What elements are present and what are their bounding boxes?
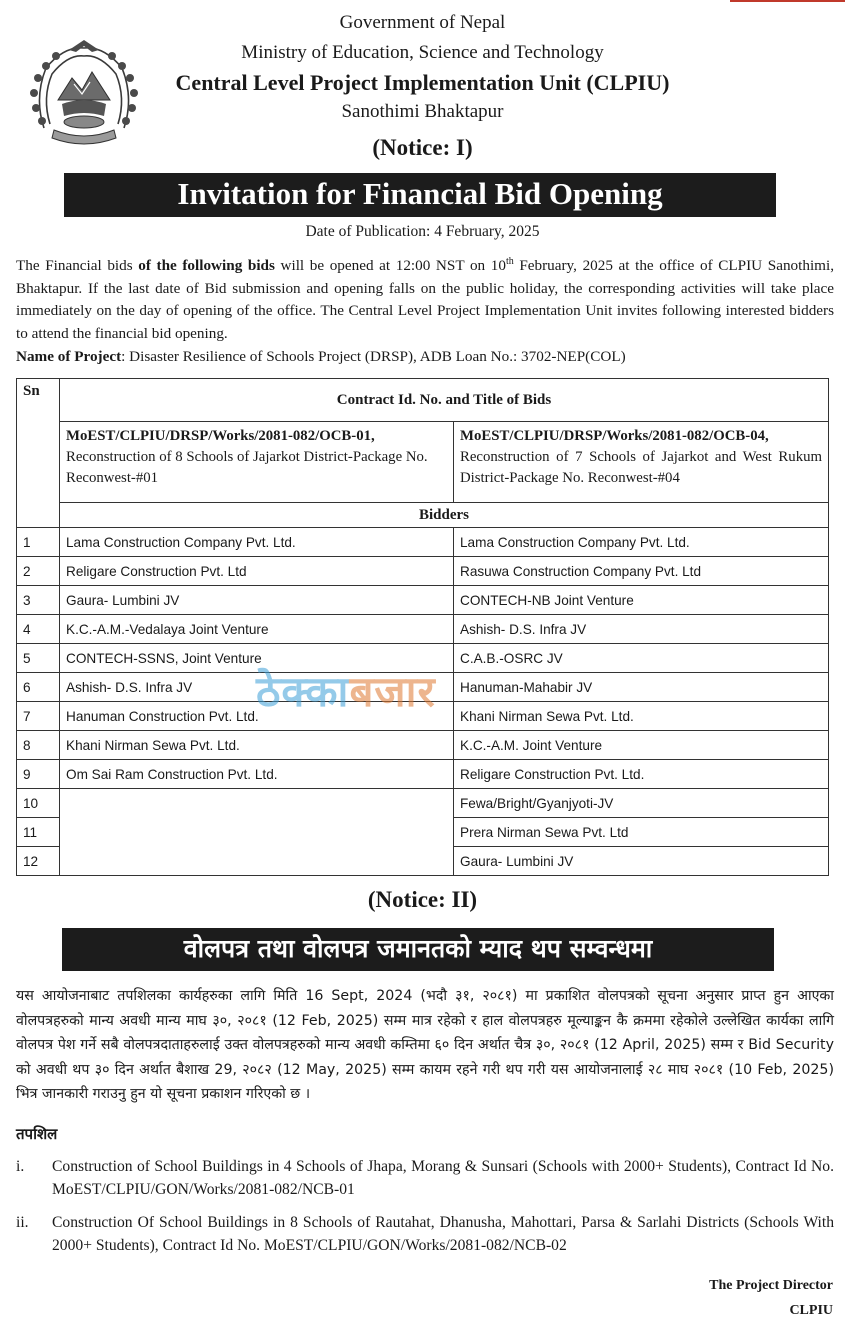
contract-1-id: MoEST/CLPIU/DRSP/Works/2081-082/OCB-01, xyxy=(66,428,375,444)
schedule-item-number: ii. xyxy=(16,1214,29,1231)
bidder-package-2: CONTECH-NB Joint Venture xyxy=(454,586,829,615)
bidder-package-1: Lama Construction Company Pvt. Ltd. xyxy=(60,528,454,557)
row-sn: 12 xyxy=(17,847,60,876)
publication-date: Date of Publication: 4 February, 2025 xyxy=(305,223,540,240)
bidder-package-2: Gaura- Lumbini JV xyxy=(454,847,829,876)
bidder-package-2: K.C.-A.M. Joint Venture xyxy=(454,731,829,760)
contract-2-desc: Reconstruction of 7 Schools of Jajarkot and West Rukum District-Package No. Reconwest-#04 xyxy=(460,449,823,486)
contract-title-header: Contract Id. No. and Title of Bids xyxy=(60,379,829,422)
bidders-header: Bidders xyxy=(60,503,829,528)
table-row xyxy=(17,528,829,557)
bidder-package-2: Khani Nirman Sewa Pvt. Ltd. xyxy=(454,702,829,731)
signatory-org: CLPIU xyxy=(789,1303,833,1318)
row-sn: 1 xyxy=(17,528,60,557)
sn-header: Sn xyxy=(17,379,60,528)
row-sn: 4 xyxy=(17,615,60,644)
bidder-package-1-empty xyxy=(60,789,454,876)
row-sn: 5 xyxy=(17,644,60,673)
notice-1-label: (Notice: I) xyxy=(372,135,473,160)
project-name-line: Name of Project: Disaster Resilience of Schools Project (DRSP), ADB Loan No.: 3702-NEP(COL) xyxy=(16,348,626,365)
bidder-package-2: Lama Construction Company Pvt. Ltd. xyxy=(454,528,829,557)
top-accent-rule xyxy=(730,0,845,2)
schedule-item-number: i. xyxy=(16,1158,25,1175)
bidder-package-1: Om Sai Ram Construction Pvt. Ltd. xyxy=(60,760,454,789)
row-sn: 2 xyxy=(17,557,60,586)
bidder-package-1: K.C.-A.M.-Vedalaya Joint Venture xyxy=(60,615,454,644)
row-sn: 8 xyxy=(17,731,60,760)
row-sn: 7 xyxy=(17,702,60,731)
signatory-title: The Project Director xyxy=(709,1278,833,1293)
bidder-package-2: Religare Construction Pvt. Ltd. xyxy=(454,760,829,789)
row-sn: 11 xyxy=(17,818,60,847)
row-sn: 3 xyxy=(17,586,60,615)
notice-2-label: (Notice: II) xyxy=(367,887,478,912)
bidder-package-2: Prera Nirman Sewa Pvt. Ltd xyxy=(454,818,829,847)
bidder-package-2: Hanuman-Mahabir JV xyxy=(454,673,829,702)
contract-1-cell xyxy=(60,422,454,503)
bidder-package-1: Ashish- D.S. Infra JV xyxy=(60,673,454,702)
schedule-item xyxy=(16,1211,834,1259)
row-sn: 9 xyxy=(17,760,60,789)
bidder-package-1: CONTECH-SSNS, Joint Venture xyxy=(60,644,454,673)
row-sn: 6 xyxy=(17,673,60,702)
bidders-table xyxy=(16,378,829,876)
table-row xyxy=(17,789,829,818)
schedule-label: तपशिल xyxy=(16,1125,58,1143)
header-government: Government of Nepal xyxy=(339,12,506,33)
bidder-package-2: Fewa/Bright/Gyanjyoti-JV xyxy=(454,789,829,818)
thekka-bazaar-watermark: ठेक्काबजार xyxy=(256,667,436,716)
bidder-package-2: C.A.B.-OSRC JV xyxy=(454,644,829,673)
contract-2-cell xyxy=(454,422,829,503)
table-row xyxy=(17,731,829,760)
row-sn: 10 xyxy=(17,789,60,818)
notice-2-body: यस आयोजनाबाट तपशिलका कार्यहरुका लागि मिति 16 Sept, 2024 (भदौ ३१, २०८१) मा प्रकाशित वोलपत्रको सूचना अनुसार प्राप्त हुन आएका वोलपत्रहरुको मान्य अवधी मान्य माघ ३०, २०८१ (12 Feb, 2025) सम्म मात्र रहेको र हाल वोलपत्रहरु मूल्याङ्कन कै क्रममा रहेकोले उल्लेखित कार्यका लागि वोलपत्र पेश गर्ने सबै वोलपत्रदाताहरुलाई उक्त वोलपत्रहरुको मान्य अवधी कम्तिमा ६० दिन अर्थात चैत्र ३०, २०८१ (12 April, 2025) सम्म र Bid Security को अवधी थप ३० दिन अर्थात बैशाख 29, २०८२ (12 May, 2025) सम्म कायम रहने गरी थप गरी यस आयोजनालाई २८ माघ २०८१ (10 Feb, 2025) भित्र जानकारी गराउनु हुन यो सूचना प्रकाशन गरिएको छ । xyxy=(16,988,834,1102)
table-row xyxy=(17,615,829,644)
bidder-package-1: Religare Construction Pvt. Ltd xyxy=(60,557,454,586)
notice-2-title-banner: वोलपत्र तथा वोलपत्र जमानतको म्याद थप सम्वन्धमा xyxy=(62,928,774,971)
intro-paragraph: The Financial bids of the following bids will be opened at 12:00 NST on 10th February, 2025 at the office of CLPIU Sanothimi, Bhaktapur. If the last date of Bid submission and opening falls on the public holiday, the corresponding activities will take place immediately on the day of opening of the office. The Central Level Project Implementation Unit invites following interested bidders to attend the financial bid opening. xyxy=(16,256,834,342)
table-row xyxy=(17,586,829,615)
header-location: Sanothimi Bhaktapur xyxy=(341,101,504,122)
schedule-item xyxy=(16,1155,834,1203)
contract-1-desc: Reconstruction of 8 Schools of Jajarkot District-Package No. Reconwest-#01 xyxy=(66,449,428,486)
header-ministry: Ministry of Education, Science and Technology xyxy=(241,42,604,63)
notice-1-title-banner: Invitation for Financial Bid Opening xyxy=(64,173,776,217)
header-unit: Central Level Project Implementation Unit (CLPIU) xyxy=(175,70,670,95)
schedule-item-text: Construction Of School Buildings in 8 Schools of Rautahat, Dhanusha, Mahottari, Parsa & Sarlahi Districts (Schools With 2000+ Students), Contract Id No. MoEST/CLPIU/GON/Works/2081-082/NCB-02 xyxy=(52,1214,834,1254)
bidder-package-2: Ashish- D.S. Infra JV xyxy=(454,615,829,644)
table-row xyxy=(17,557,829,586)
bidder-package-1: Hanuman Construction Pvt. Ltd. xyxy=(60,702,454,731)
table-row xyxy=(17,760,829,789)
bidder-package-1: Khani Nirman Sewa Pvt. Ltd. xyxy=(60,731,454,760)
bidder-package-1: Gaura- Lumbini JV xyxy=(60,586,454,615)
schedule-item-text: Construction of School Buildings in 4 Schools of Jhapa, Morang & Sunsari (Schools with 2000+ Students), Contract Id No. MoEST/CLPIU/GON/Works/2081-082/NCB-01 xyxy=(52,1158,834,1198)
contract-2-id: MoEST/CLPIU/DRSP/Works/2081-082/OCB-04, xyxy=(460,428,769,444)
bidder-package-2: Rasuwa Construction Company Pvt. Ltd xyxy=(454,557,829,586)
